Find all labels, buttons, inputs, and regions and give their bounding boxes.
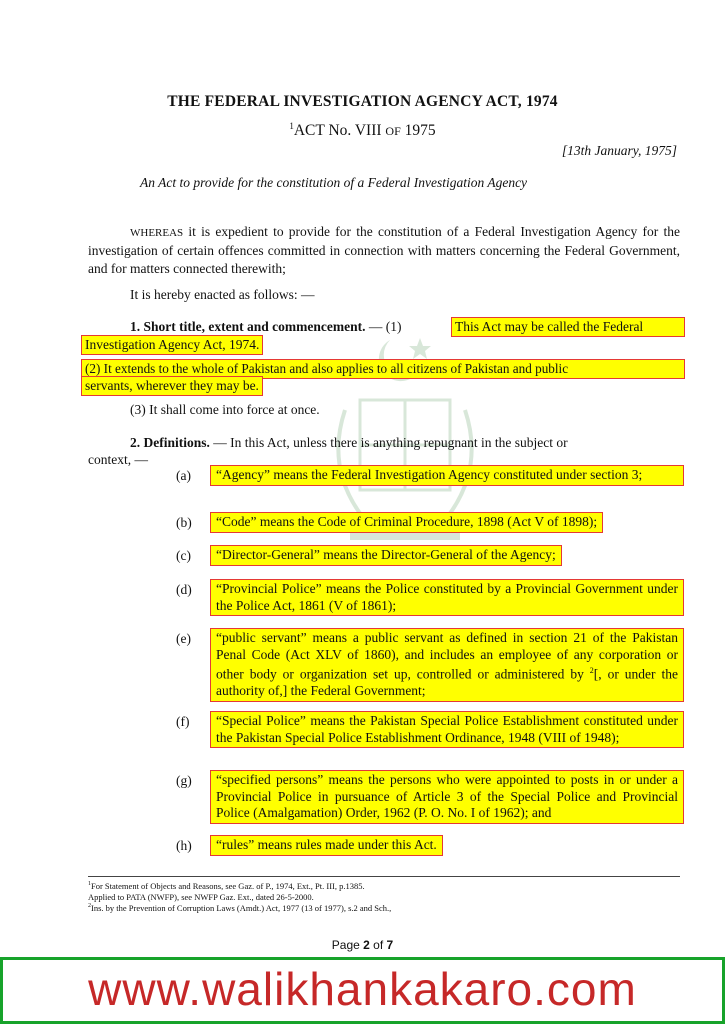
act-date: [13th January, 1975]	[561, 143, 677, 158]
footnote-2	[88, 901, 391, 914]
footnote-2-text: Ins. by the Prevention of Corruption Laws (Amdt.) Act, 1977 (13 of 1977), s.2 and Sch.,	[91, 902, 392, 913]
preamble: An Act to provide for the constitution of a Federal Investigation Agency	[140, 175, 528, 190]
definition-e-inserted-text: [, or under the authority of,] the Federal Government;	[216, 666, 678, 698]
enacting-formula: It is hereby enacted as follows: —	[130, 287, 315, 302]
definition-d: “Provincial Police” means the Police constituted by a Provincial Government under the Police Act, 1861 (V of 1861);	[210, 579, 684, 616]
whereas-word: WHEREAS	[130, 227, 184, 239]
section-1-line-1	[130, 318, 401, 336]
section-1-3: (3) It shall come into force at once.	[130, 402, 320, 417]
definition-f: “Special Police” means the Pakistan Special Police Establishment constituted under the Pakistan Special Police Establishment Ordinance, 1948 (VIII of 1948);	[210, 711, 684, 748]
footnote-2-marker: 2	[88, 903, 91, 909]
definition-c: “Director-General” means the Director-General of the Agency;	[210, 545, 562, 566]
definition-label-f: (f)	[176, 714, 190, 729]
footnote-1b-text: Applied to PATA (NWFP), see NWFP Gaz. Ext., dated 26-5-2000.	[88, 891, 314, 902]
definition-label-a: (a)	[176, 468, 191, 483]
website-url[interactable]: www.walikhankakaro.com	[88, 963, 637, 1015]
definition-label-d: (d)	[176, 582, 192, 597]
footnote-divider	[88, 876, 680, 877]
act-title: THE FEDERAL INVESTIGATION AGENCY ACT, 1974	[167, 93, 558, 110]
definition-label-c: (c)	[176, 548, 191, 563]
act-number-text: ACT No. VIII	[293, 122, 386, 140]
section-2-line-2: context, —	[88, 452, 148, 467]
act-number-of: OF	[385, 124, 401, 139]
section-1-2-highlight-a: (2) It extends to the whole of Pakistan and also applies to all citizens of Pakistan and public	[82, 360, 684, 378]
section-1-dash: — (1)	[365, 319, 402, 334]
definition-label-g: (g)	[176, 773, 192, 788]
definition-b: “Code” means the Code of Criminal Procedure, 1898 (Act V of 1898);	[210, 512, 603, 533]
section-1-1-highlight-b: Investigation Agency Act, 1974.	[82, 336, 262, 354]
footnote-ref-1: 1	[289, 121, 294, 131]
definition-h: “rules” means rules made under this Act.	[210, 835, 443, 856]
definition-label-e: (e)	[176, 631, 191, 646]
definition-e-text: “public servant” means a public servant as defined in section 21 of the Pakistan Penal Code (Act XLV of 1860), and includes an employee of any corporation or other body or organization set up, controlled or administered by	[216, 630, 678, 682]
footnote-ref-2: 2	[589, 666, 594, 675]
footnote-1-marker: 1	[88, 881, 91, 887]
section-1-heading: 1. Short title, extent and commencement.	[130, 319, 366, 334]
section-1-1-highlight-a: This Act may be called the Federal	[452, 318, 684, 336]
section-2-heading: 2. Definitions.	[130, 435, 210, 450]
section-1-2-highlight-b: servants, wherever they may be.	[82, 377, 262, 395]
definition-g: “specified persons” means the persons who were appointed to posts in or under a Provincial Police in pursuance of Article 3 of the Special Police and Provincial Police (Amalgamation) Order, 1962 (P. O. No. I of 1962); and	[210, 770, 684, 824]
definition-a: “Agency” means the Federal Investigation Agency constituted under section 3;	[210, 465, 684, 486]
page-prefix: Page	[331, 938, 364, 952]
whereas-text: it is expedient to provide for the constitution of a Federal Investigation Agency for the investigation of certain offences committed in connection with matters concerning the Federal Government, and for matters connected therewith;	[88, 224, 680, 276]
page-of: of	[369, 938, 387, 952]
section-2-intro: — In this Act, unless there is anything repugnant in the subject or	[209, 435, 568, 450]
page-total: 7	[386, 938, 394, 952]
whereas-clause	[88, 223, 680, 278]
act-number	[0, 121, 725, 140]
page-current: 2	[363, 938, 370, 952]
footnote-1-text: For Statement of Objects and Reasons, see Gaz. of P., 1974, Ext., Pt. III, p.1385.	[91, 880, 365, 891]
definition-label-b: (b)	[176, 515, 192, 530]
section-2-line-1	[130, 434, 680, 452]
page-number	[0, 938, 725, 952]
definition-e	[210, 628, 684, 702]
act-number-year: 1975	[400, 122, 436, 140]
definition-label-h: (h)	[176, 838, 192, 853]
